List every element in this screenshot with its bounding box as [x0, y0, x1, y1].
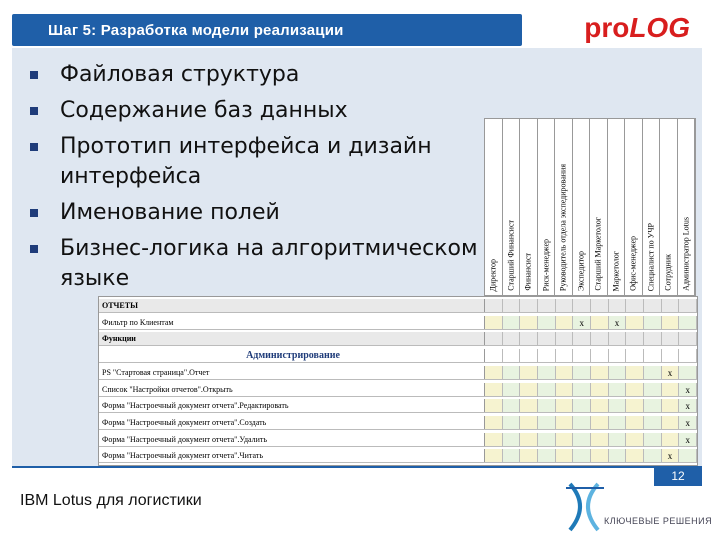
matrix-cell: [591, 366, 609, 379]
matrix-cell: [538, 449, 556, 462]
matrix-cell: [520, 383, 538, 396]
matrix-cell: [573, 366, 591, 379]
bullet-text: Прототип интерфейса и дизайн интерфейса: [60, 134, 432, 189]
matrix-row: [99, 416, 697, 430]
logo-part-a: pro: [584, 12, 630, 43]
matrix-cell: [520, 433, 538, 446]
matrix-column-header: [538, 119, 556, 295]
matrix-cell: [591, 299, 609, 312]
matrix-cell: x: [662, 366, 680, 379]
matrix-cell: [485, 449, 503, 462]
matrix-cell: [538, 316, 556, 329]
matrix-cell: [573, 416, 591, 429]
matrix-column-header: [608, 119, 626, 295]
matrix-cell: [538, 416, 556, 429]
company-logo-icon: [560, 478, 713, 536]
matrix-cell: [609, 449, 627, 462]
matrix-column-header: [678, 119, 696, 295]
matrix-cell: [591, 332, 609, 345]
column-header-label: Риск-менеджер: [541, 238, 551, 291]
matrix-cell: [679, 316, 697, 329]
bullet-text: Содержание баз данных: [60, 98, 348, 123]
access-matrix: [98, 296, 698, 466]
matrix-cell: [485, 316, 503, 329]
matrix-cell: [662, 383, 680, 396]
matrix-cell: [573, 299, 591, 312]
matrix-cell: [556, 399, 574, 412]
matrix-cell: [644, 316, 662, 329]
matrix-cell: [520, 416, 538, 429]
matrix-row-label: Администрирование: [99, 349, 485, 362]
matrix-cell: [591, 399, 609, 412]
column-header-label: Маркетолог: [611, 250, 621, 291]
matrix-column-header: [643, 119, 661, 295]
matrix-cell: [591, 349, 609, 362]
column-header-label: Офис-менеджер: [628, 236, 638, 291]
matrix-cell: [626, 366, 644, 379]
matrix-cell: [679, 449, 697, 462]
matrix-cell: [609, 433, 627, 446]
matrix-cell: [556, 449, 574, 462]
bullet-square-icon: [30, 107, 38, 115]
matrix-row-label: Форма "Настроечный документ отчета".Редактировать: [99, 399, 485, 412]
logo-part-b: LOG: [629, 12, 690, 43]
matrix-cell: [538, 332, 556, 345]
matrix-cell: [591, 383, 609, 396]
matrix-cell: [662, 332, 680, 345]
matrix-cell: x: [662, 449, 680, 462]
matrix-row: [99, 433, 697, 447]
matrix-cell: x: [679, 383, 697, 396]
matrix-row: [99, 449, 697, 463]
bullet-square-icon: [30, 209, 38, 217]
matrix-cell: [591, 416, 609, 429]
matrix-cell: [662, 349, 680, 362]
matrix-cell: [556, 433, 574, 446]
matrix-row-label: Форма "Настроечный документ отчета".Читать: [99, 449, 485, 462]
matrix-row: [99, 299, 697, 313]
matrix-cell: [644, 433, 662, 446]
matrix-cell: [626, 299, 644, 312]
matrix-cell: [556, 416, 574, 429]
matrix-row: [99, 332, 697, 346]
matrix-cell: [485, 433, 503, 446]
matrix-cell: x: [679, 416, 697, 429]
column-header-label: Директор: [488, 258, 498, 291]
bullet-text: Файловая структура: [60, 62, 300, 87]
matrix-row-label: Форма "Настроечный документ отчета".Создать: [99, 416, 485, 429]
matrix-row: [99, 383, 697, 397]
matrix-cell: [503, 416, 521, 429]
matrix-cell: [503, 449, 521, 462]
bullet-square-icon: [30, 245, 38, 253]
matrix-cell: [591, 449, 609, 462]
matrix-cell: [626, 332, 644, 345]
matrix-row-label: PS "Стартовая страница".Отчет: [99, 366, 485, 379]
matrix-column-header: [485, 119, 503, 295]
matrix-cell: [503, 399, 521, 412]
matrix-cell: [609, 332, 627, 345]
matrix-cell: [609, 383, 627, 396]
matrix-row: [99, 399, 697, 413]
footer-divider: [12, 466, 702, 468]
matrix-row-label: Фильтр по Клиентам: [99, 316, 485, 329]
matrix-cell: [556, 366, 574, 379]
matrix-cell: [485, 416, 503, 429]
column-header-label: Экспедитор: [576, 251, 586, 291]
matrix-cell: [520, 449, 538, 462]
matrix-cell: [485, 399, 503, 412]
matrix-cell: [503, 383, 521, 396]
footer-logo-text: КЛЮЧЕВЫЕ РЕШЕНИЯ: [604, 516, 713, 526]
bullet-square-icon: [30, 143, 38, 151]
matrix-column-header: [660, 119, 678, 295]
matrix-cell: [538, 299, 556, 312]
column-header-label: Старший Финансист: [506, 220, 516, 291]
page-number: 12: [654, 466, 702, 486]
matrix-cell: [679, 349, 697, 362]
matrix-cell: [662, 399, 680, 412]
matrix-cell: [573, 449, 591, 462]
matrix-cell: [503, 366, 521, 379]
matrix-cell: [626, 383, 644, 396]
bullet-item: [30, 132, 490, 192]
bullet-item: [30, 96, 490, 126]
matrix-cell: [679, 299, 697, 312]
matrix-cell: [556, 332, 574, 345]
matrix-cell: [626, 433, 644, 446]
matrix-cell: [573, 399, 591, 412]
matrix-cell: x: [679, 433, 697, 446]
matrix-cell: [520, 332, 538, 345]
matrix-cell: [520, 349, 538, 362]
matrix-row-label: ОТЧЕТЫ: [99, 299, 485, 312]
matrix-cell: [485, 349, 503, 362]
matrix-cell: [573, 332, 591, 345]
matrix-cell: [520, 316, 538, 329]
matrix-cell: [591, 316, 609, 329]
matrix-cell: [573, 349, 591, 362]
column-header-label: Финансист: [523, 253, 533, 291]
matrix-cell: [679, 366, 697, 379]
column-header-label: Сотрудник: [663, 254, 673, 291]
column-header-label: Специалист по УЧР: [646, 222, 656, 291]
matrix-cell: [626, 349, 644, 362]
column-header-label: Администратор Lotus: [681, 217, 691, 291]
bullet-item: [30, 60, 490, 90]
matrix-cell: [556, 316, 574, 329]
matrix-column-header: [573, 119, 591, 295]
column-header-label: Руководитель отдела экспедирования: [558, 163, 568, 291]
matrix-column-header: [590, 119, 608, 295]
bullet-square-icon: [30, 71, 38, 79]
matrix-cell: [503, 316, 521, 329]
matrix-cell: [538, 399, 556, 412]
matrix-cell: [662, 299, 680, 312]
slide-title: Шаг 5: Разработка модели реализации: [48, 22, 344, 39]
matrix-cell: [644, 332, 662, 345]
bullet-text: Именование полей: [60, 200, 280, 225]
bullet-list: [30, 60, 490, 300]
matrix-cell: [556, 349, 574, 362]
column-header-label: Старший Маркетолог: [593, 217, 603, 291]
matrix-row: [99, 349, 697, 363]
matrix-column-header: [555, 119, 573, 295]
matrix-cell: [609, 366, 627, 379]
matrix-cell: [556, 383, 574, 396]
matrix-cell: [662, 316, 680, 329]
matrix-cell: [644, 299, 662, 312]
matrix-cell: x: [573, 316, 591, 329]
matrix-cell: [503, 349, 521, 362]
matrix-cell: [609, 399, 627, 412]
matrix-cell: [556, 299, 574, 312]
matrix-cell: [644, 366, 662, 379]
matrix-cell: [644, 383, 662, 396]
matrix-cell: [503, 332, 521, 345]
matrix-cell: [626, 416, 644, 429]
matrix-cell: [573, 433, 591, 446]
matrix-cell: [520, 366, 538, 379]
matrix-row: [99, 366, 697, 380]
matrix-cell: [520, 299, 538, 312]
matrix-cell: [485, 299, 503, 312]
matrix-cell: [538, 349, 556, 362]
footer-caption: IBM Lotus для логистики: [20, 492, 202, 509]
matrix-cell: [538, 383, 556, 396]
matrix-cell: [538, 366, 556, 379]
matrix-cell: [662, 416, 680, 429]
matrix-cell: [591, 433, 609, 446]
matrix-cell: [626, 316, 644, 329]
matrix-cell: [485, 332, 503, 345]
matrix-cell: [644, 349, 662, 362]
matrix-cell: x: [609, 316, 627, 329]
matrix-cell: [644, 399, 662, 412]
matrix-cell: [609, 416, 627, 429]
matrix-row-label: Форма "Настроечный документ отчета".Удалить: [99, 433, 485, 446]
matrix-cell: [485, 383, 503, 396]
matrix-cell: [520, 399, 538, 412]
matrix-cell: [538, 433, 556, 446]
matrix-cell: [644, 416, 662, 429]
matrix-row: [99, 316, 697, 330]
matrix-column-header: [625, 119, 643, 295]
matrix-cell: [485, 366, 503, 379]
matrix-cell: [503, 433, 521, 446]
matrix-cell: x: [679, 399, 697, 412]
matrix-cell: [626, 449, 644, 462]
prolog-logo: [584, 12, 690, 44]
bullet-item: [30, 198, 490, 228]
matrix-column-header: [503, 119, 521, 295]
matrix-cell: [644, 449, 662, 462]
matrix-column-headers: [484, 118, 696, 296]
bullet-item: [30, 234, 490, 294]
matrix-cell: [609, 349, 627, 362]
matrix-row-label: Функции: [99, 332, 485, 345]
matrix-cell: [679, 332, 697, 345]
matrix-cell: [503, 299, 521, 312]
matrix-cell: [573, 383, 591, 396]
matrix-row-label: Список "Настройки отчетов".Открыть: [99, 383, 485, 396]
bullet-text: Бизнес-логика на алгоритмическом языке: [60, 236, 478, 291]
matrix-cell: [626, 399, 644, 412]
matrix-column-header: [520, 119, 538, 295]
matrix-cell: [609, 299, 627, 312]
matrix-cell: [662, 433, 680, 446]
